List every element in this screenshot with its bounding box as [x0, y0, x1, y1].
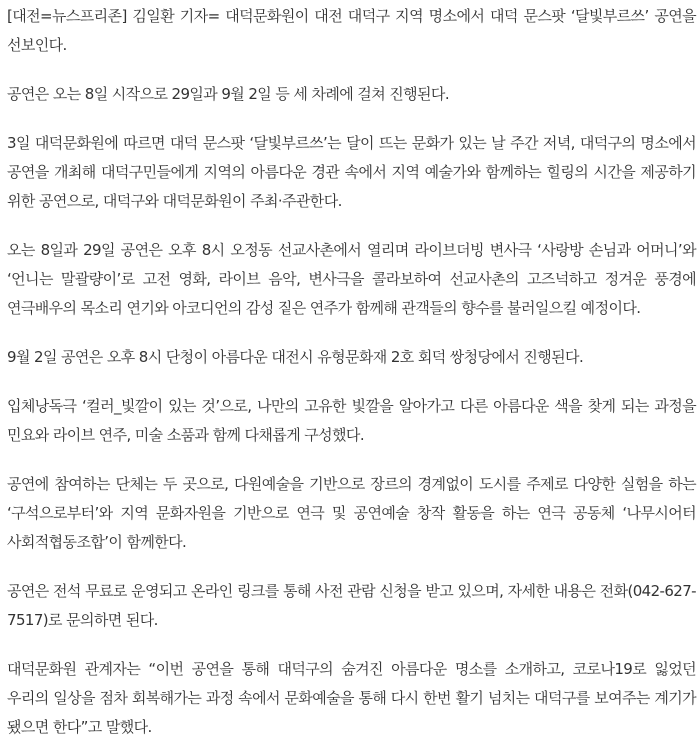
- article-paragraph-groups: 공연에 참여하는 단체는 두 곳으로, 다원예술을 기반으로 장르의 경계없이 도시를 주제로 다양한 실험을 하는 ‘구석으로부터’와 지역 문화자원을 기반으로 연극 및 공연예술 창작 활동을 하는 연극 공동체 ‘나무시어터 사회적협동조합’이 함께한다.: [7, 475, 696, 551]
- article-paragraph-contact: 공연은 전석 무료로 운영되고 온라인 링크를 통해 사전 관람 신청을 받고 있으며, 자세한 내용은 전화(042-627-7517)로 문의하면 된다.: [7, 582, 696, 629]
- article-paragraph-schedule: 공연은 오는 8일 시작으로 29일과 9월 2일 등 세 차례에 걸쳐 진행된다.: [7, 85, 449, 103]
- article-paragraph-reading-drama: 입체낭독극 ‘컬러_빛깔이 있는 것’으로, 나만의 고유한 빛깔을 알아가고 다른 아름다운 색을 찾게 되는 과정을 민요와 라이브 연주, 미술 소품과 함께 다채롭게 구성했다.: [7, 397, 696, 444]
- article-paragraph-lead: [대전=뉴스프리존] 김일환 기자= 대덕문화원이 대전 대덕구 지역 명소에서 대덕 문스팟 ‘달빛부르쓰’ 공연을 선보인다.: [7, 7, 696, 54]
- article-paragraph-performance-1: 오는 8일과 29일 공연은 오후 8시 오정동 선교사촌에서 열리며 라이브더빙 변사극 ‘사랑방 손님과 어머니’와 ‘언니는 말괄량이’로 고전 영화, 라이브 음악, 변사극을 콜라보하여 선교사촌의 고즈넉하고 정겨운 풍경에 연극배우의 목소리 연기와 아코디언의 감성 짙은 연주가 함께해 관객들의 향수를 불러일으킬 예정이다.: [7, 241, 696, 317]
- article-paragraph-quote: 대덕문화원 관계자는 “이번 공연을 통해 대덕구의 숨겨진 아름다운 명소를 소개하고, 코로나19로 잃었던 우리의 일상을 점차 회복해가는 과정 속에서 문화예술을 통해 다시 한번 활기 넘치는 대덕구를 보여주는 계기가 됐으면 한다”고 말했다.: [7, 660, 696, 736]
- article-paragraph-overview: 3일 대덕문화원에 따르면 대덕 문스팟 ‘달빛부르쓰’는 달이 뜨는 문화가 있는 날 주간 저녁, 대덕구의 명소에서 공연을 개최해 대덕구민들에게 지역의 아름다운 경관 속에서 지역 예술가와 함께하는 힐링의 시간을 제공하기 위한 공연으로, 대덕구와 대덕문화원이 주최·주관한다.: [7, 134, 696, 210]
- article-paragraph-performance-2: 9월 2일 공연은 오후 8시 단청이 아름다운 대전시 유형문화재 2호 회덕 쌍청당에서 진행된다.: [7, 348, 584, 366]
